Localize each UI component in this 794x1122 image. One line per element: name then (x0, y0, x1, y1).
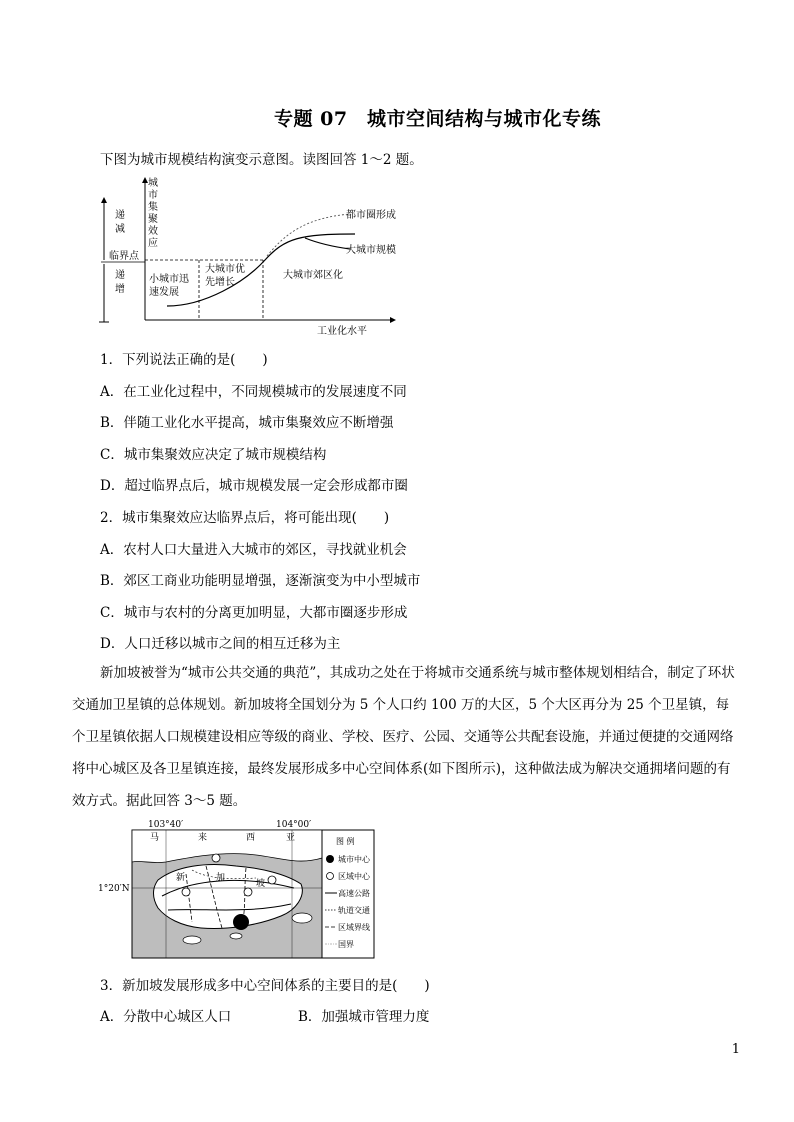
page-title: 专题 07 城市空间结构与城市化专练 (274, 108, 602, 130)
legend-national-border: 国界 (338, 940, 354, 949)
city-center-icon (233, 914, 249, 930)
y-label-5: 效 (148, 226, 158, 237)
y-label-2: 市 (148, 190, 158, 201)
y-label-1: 城 (148, 178, 158, 189)
x-axis-label: 工业化水平 (317, 326, 367, 337)
y-label-4: 聚 (148, 214, 158, 225)
big-city-label: 大城市规模 (346, 245, 396, 256)
stage1-line1: 小城市迅 (149, 274, 189, 285)
legend-title: 图 例 (336, 837, 355, 846)
stage2-line2: 先增长 (205, 277, 235, 288)
q2-option-c: C．城市与农村的分离更加明显，大都市圈逐步形成 (100, 605, 408, 621)
map-label-lai: 来 (198, 833, 208, 843)
q2-option-a: A．农村人口大量进入大城市的郊区，寻找就业机会 (100, 542, 407, 558)
stage1-line2: 速发展 (149, 287, 179, 298)
regional-center-icon (212, 854, 220, 862)
q3-stem: 3．新加坡发展形成多中心空间体系的主要目的是( ) (100, 978, 430, 994)
q1-option-d: D．超过临界点后，城市规模发展一定会形成都市圈 (100, 478, 408, 494)
map-label-jia: 加 (216, 873, 226, 883)
map-label-xin: 新 (176, 873, 186, 883)
q1-option-c: C．城市集聚效应决定了城市规模结构 (100, 447, 327, 463)
page-number: 1 (731, 1042, 740, 1057)
regional-center-icon (268, 876, 276, 884)
lower-label-2: 增 (115, 284, 125, 295)
stage2-line1: 大城市优 (205, 264, 245, 275)
regional-center-icon (182, 888, 190, 896)
q2-option-b: B．郊区工商业功能明显增强，逐渐演变为中小型城市 (100, 573, 421, 589)
map-label-po: 坡 (256, 879, 266, 889)
q1-stem: 1．下列说法正确的是( ) (100, 352, 268, 368)
q1-option-a: A．在工业化过程中，不同规模城市的发展速度不同 (100, 384, 407, 400)
legend-region-boundary: 区域界线 (338, 923, 370, 932)
map-label-ya: 亚 (286, 833, 296, 843)
intro-text: 下图为城市规模结构演变示意图。读图回答 1～2 题。 (100, 152, 423, 168)
metro-label: 都市圈形成 (346, 210, 396, 221)
regional-center-icon (244, 888, 252, 896)
urban-scale-diagram (95, 172, 415, 340)
lon-label-2: 104°00′ (276, 820, 312, 830)
y-label-6: 应 (148, 238, 158, 249)
lat-label: 1°20′N (98, 884, 130, 894)
q2-option-d: D．人口迁移以城市之间的相互迁移为主 (100, 636, 341, 652)
q3-option-b: B．加强城市管理力度 (298, 1009, 430, 1025)
q2-stem: 2．城市集聚效应达临界点后，将可能出现( ) (100, 510, 390, 526)
upper-label-1: 递 (115, 210, 125, 221)
legend-city-center: 城市中心 (338, 855, 370, 864)
critical-point-label: 临界点 (109, 251, 139, 262)
q1-option-b: B．伴随工业化水平提高，城市集聚效应不断增强 (100, 415, 394, 431)
lon-label-1: 103°40′ (148, 820, 184, 830)
y-label-3: 集 (148, 202, 158, 213)
map-label-ma: 马 (150, 833, 160, 843)
curve-metro (267, 214, 350, 256)
lower-label-1: 递 (115, 270, 125, 281)
singapore-map (96, 818, 376, 963)
q3-option-a: A．分散中心城区人口 (100, 1009, 232, 1025)
legend-highway: 高速公路 (338, 889, 370, 898)
upper-label-2: 减 (115, 224, 125, 235)
legend-rail: 轨道交通 (338, 906, 370, 915)
passage-singapore: 新加坡被誉为“城市公共交通的典范”，其成功之处在于将城市交通系统与城市整体规划相结合，制定了环状交通加卫星镇的总体规划。新加坡将全国划分为 5 个人口约 100 万的大区，5 个大区再分为 25 个卫星镇，每个卫星镇依据人口规模建设相应等级的商业、学校、医疗、公园、交通等公共配套设施，并通过便捷的交通网络将中心城区及各卫星镇连接，最终发展形成多中心空间体系(如下图所示)，这种做法成为解决交通拥堵问题的有效方式。据此回答 3～5 题。 (72, 665, 735, 809)
legend-regional-center: 区域中心 (338, 872, 370, 881)
stage3-label: 大城市郊区化 (283, 270, 343, 281)
map-label-xi: 西 (246, 833, 256, 843)
